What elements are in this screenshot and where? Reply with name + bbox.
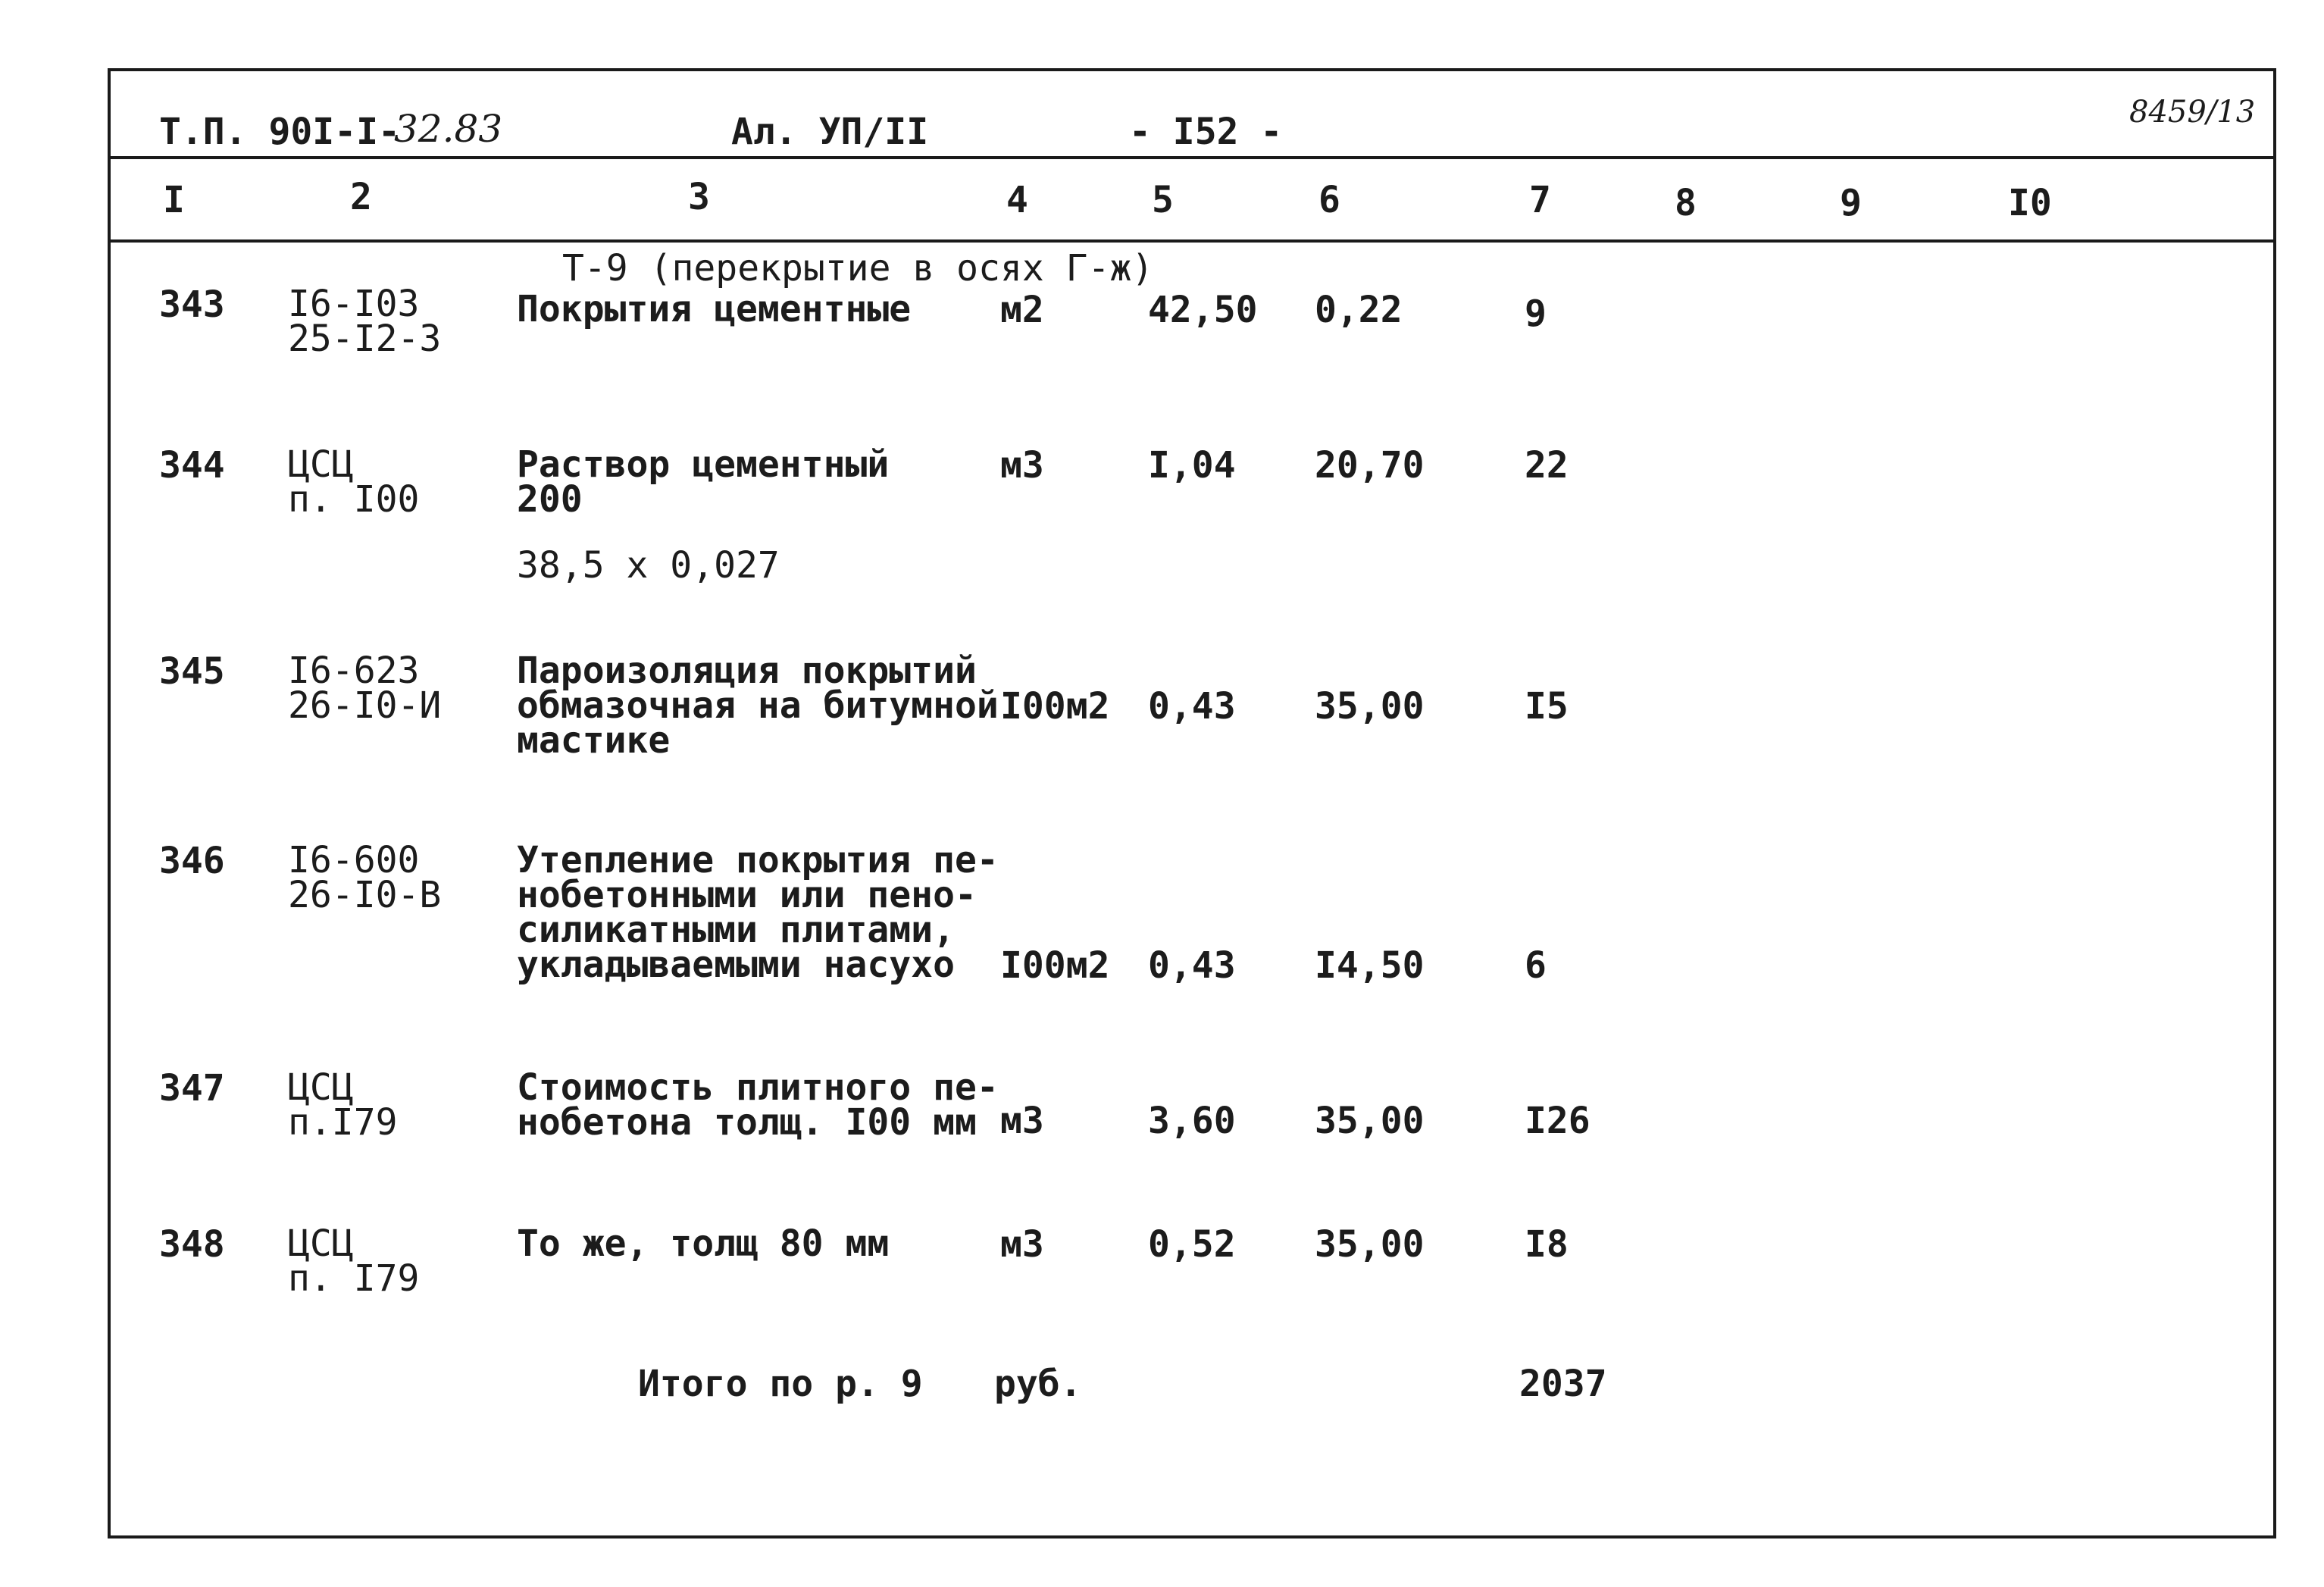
row-343-unit: м2 bbox=[1000, 289, 1044, 331]
header-divider bbox=[108, 156, 2276, 159]
row-348-quantity: 0,52 bbox=[1148, 1223, 1236, 1266]
section-title: Т-9 (перекрытие в осях Г-ж) bbox=[562, 247, 1154, 290]
row-343-number: 343 bbox=[159, 283, 225, 326]
row-344-unit: м3 bbox=[1000, 444, 1044, 487]
row-345-unit: I00м2 bbox=[1000, 685, 1110, 728]
row-345-quantity: 0,43 bbox=[1148, 685, 1236, 728]
col-header-8: 8 bbox=[1675, 182, 1697, 224]
doc-prefix: Т.П. 90I-I- bbox=[159, 111, 400, 153]
row-343-name: Покрытия цементные bbox=[517, 288, 912, 330]
row-344-total: 22 bbox=[1525, 444, 1569, 487]
row-343-code: I6-I03 25-I2-3 bbox=[288, 283, 442, 360]
row-344-calc-note: 38,5 x 0,027 bbox=[517, 544, 780, 587]
col-header-9: 9 bbox=[1840, 182, 1862, 224]
row-347-number: 347 bbox=[159, 1067, 225, 1110]
col-header-7: 7 bbox=[1529, 179, 1551, 221]
row-345-price: 35,00 bbox=[1315, 685, 1425, 728]
row-346-name: Утепление покрытия пе- нобетонными или пено- силикатными плитами, укладываемыми насухо bbox=[517, 839, 999, 986]
row-348-code: ЦСЦ п. I79 bbox=[288, 1222, 420, 1300]
row-346-code: I6-600 26-I0-В bbox=[288, 839, 442, 916]
side-stamp bbox=[6, 91, 112, 546]
summary-label: Итого по р. 9 bbox=[638, 1363, 923, 1405]
row-348-name: То же, толщ 80 мм bbox=[517, 1222, 890, 1265]
row-346-number: 346 bbox=[159, 840, 225, 882]
album-label: Ал. УП/II bbox=[731, 111, 929, 153]
row-346-quantity: 0,43 bbox=[1148, 944, 1236, 987]
col-header-6: 6 bbox=[1318, 179, 1340, 221]
row-345-total: I5 bbox=[1525, 685, 1569, 728]
row-347-total: I26 bbox=[1525, 1100, 1591, 1142]
row-345-name: Пароизоляция покрытий обмазочная на битумной мастике bbox=[517, 650, 999, 762]
col-header-5: 5 bbox=[1152, 179, 1174, 221]
corner-number: 8459/13 bbox=[2129, 95, 2256, 130]
summary-unit: руб. bbox=[994, 1363, 1082, 1405]
row-347-code: ЦСЦ п.I79 bbox=[288, 1066, 398, 1144]
row-345-number: 345 bbox=[159, 650, 225, 693]
row-344-number: 344 bbox=[159, 444, 225, 487]
col-header-2: 2 bbox=[350, 176, 372, 218]
row-346-total: 6 bbox=[1525, 944, 1547, 987]
row-346-unit: I00м2 bbox=[1000, 944, 1110, 987]
row-348-total: I8 bbox=[1525, 1223, 1569, 1266]
row-344-name: Раствор цементный 200 bbox=[517, 443, 890, 521]
row-347-name: Стоимость плитного пе- нобетона толщ. I00 мм bbox=[517, 1066, 999, 1144]
row-347-price: 35,00 bbox=[1315, 1100, 1425, 1142]
row-345-code: I6-623 26-I0-И bbox=[288, 650, 442, 727]
page-number: - I52 - bbox=[1129, 111, 1283, 153]
row-347-unit: м3 bbox=[1000, 1100, 1044, 1142]
summary-total: 2037 bbox=[1519, 1363, 1607, 1405]
row-348-price: 35,00 bbox=[1315, 1223, 1425, 1266]
row-344-code: ЦСЦ п. I00 bbox=[288, 443, 420, 521]
col-header-4: 4 bbox=[1006, 179, 1028, 221]
row-347-quantity: 3,60 bbox=[1148, 1100, 1236, 1142]
doc-number-handwritten: 32.83 bbox=[394, 107, 503, 151]
row-343-total: 9 bbox=[1525, 293, 1547, 335]
column-header-divider bbox=[108, 239, 2276, 243]
row-344-quantity: I,04 bbox=[1148, 444, 1236, 487]
row-344-price: 20,70 bbox=[1315, 444, 1425, 487]
row-348-number: 348 bbox=[159, 1223, 225, 1266]
col-header-1: I bbox=[163, 179, 185, 221]
row-343-quantity: 42,50 bbox=[1148, 289, 1258, 331]
row-346-price: I4,50 bbox=[1315, 944, 1425, 987]
row-348-unit: м3 bbox=[1000, 1223, 1044, 1266]
row-343-price: 0,22 bbox=[1315, 289, 1403, 331]
col-header-10: I0 bbox=[2008, 182, 2052, 224]
col-header-3: 3 bbox=[688, 176, 710, 218]
